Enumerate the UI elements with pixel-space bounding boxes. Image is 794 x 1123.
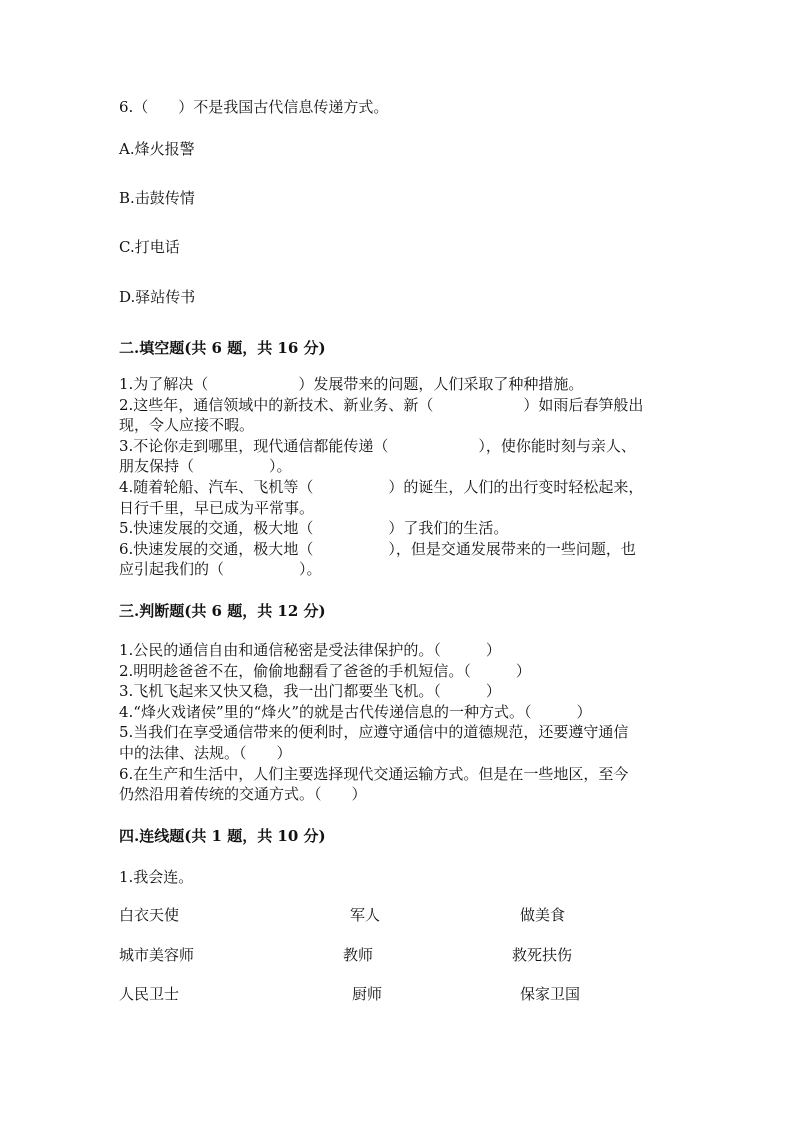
question-6-stem: 6.（ ）不是我国古代信息传递方式。 [119, 98, 389, 116]
judge-line: 4.“烽火戏诸侯”里的“烽火”的就是古代传递信息的一种方式。（ ） [119, 702, 592, 721]
fill-line: 应引起我们的（ ）。 [119, 560, 322, 579]
fill-line: 2.这些年，通信领域中的新技术、新业务、新（ ）如雨后春笋般出 [119, 395, 644, 414]
fill-line: 5.快速发展的交通，极大地（ ）了我们的生活。 [119, 519, 509, 538]
fill-section-items [119, 374, 679, 580]
match-left-item: 人民卫士 [119, 985, 180, 1003]
option-a: A.烽火报警 [119, 140, 195, 158]
match-middle-item: 军人 [350, 906, 381, 924]
fill-line: 日行千里，早已成为平常事。 [119, 498, 315, 517]
judge-line: 仍然沿用着传统的交通方式。（ ） [119, 785, 367, 804]
fill-line: 3.不论你走到哪里，现代通信都能传递（ ），使你能时刻与亲人、 [119, 436, 636, 455]
option-b: B.击鼓传情 [119, 189, 195, 207]
option-d: D.驿站传书 [119, 288, 196, 306]
match-section-heading: 四.连线题(共 1 题，共 10 分) [119, 827, 326, 845]
judge-line: 中的法律、法规。（ ） [119, 743, 292, 762]
judge-line: 3.飞机飞起来又快又稳，我一出门都要坐飞机。（ ） [119, 682, 501, 701]
judge-section-items [119, 640, 679, 805]
judge-line: 6.在生产和生活中，人们主要选择现代交通运输方式。但是在一些地区，至今 [119, 764, 629, 783]
judge-section-heading: 三.判断题(共 6 题，共 12 分) [119, 602, 326, 620]
match-middle-item: 厨师 [352, 985, 383, 1003]
judge-line: 2.明明趁爸爸不在，偷偷地翻看了爸爸的手机短信。（ ） [119, 661, 531, 680]
fill-line: 6.快速发展的交通，极大地（ ），但是交通发展带来的一些问题，也 [119, 539, 636, 558]
judge-line: 5.当我们在享受通信带来的便利时，应遵守通信中的道德规范，还要遵守通信 [119, 723, 629, 742]
fill-line: 1.为了解决（ ）发展带来的问题，人们采取了种种措施。 [119, 375, 584, 393]
match-right-item: 保家卫国 [520, 985, 581, 1003]
fill-line: 现，令人应接不暇。 [119, 416, 255, 435]
judge-line: 1.公民的通信自由和通信秘密是受法律保护的。（ ） [119, 641, 501, 659]
option-c: C.打电话 [119, 238, 180, 256]
match-left-item: 白衣天使 [119, 906, 180, 924]
fill-section-heading: 二.填空题(共 6 题，共 16 分) [119, 339, 326, 357]
match-prompt: 1.我会连。 [119, 868, 194, 886]
match-middle-item: 教师 [343, 946, 374, 964]
fill-line: 朋友保持（ ）。 [119, 457, 292, 476]
match-left-item: 城市美容师 [119, 946, 195, 964]
match-right-item: 做美食 [520, 906, 566, 924]
match-right-item: 救死扶伤 [512, 946, 573, 964]
fill-line: 4.随着轮船、汽车、飞机等（ ）的诞生，人们的出行变时轻松起来， [119, 477, 644, 496]
